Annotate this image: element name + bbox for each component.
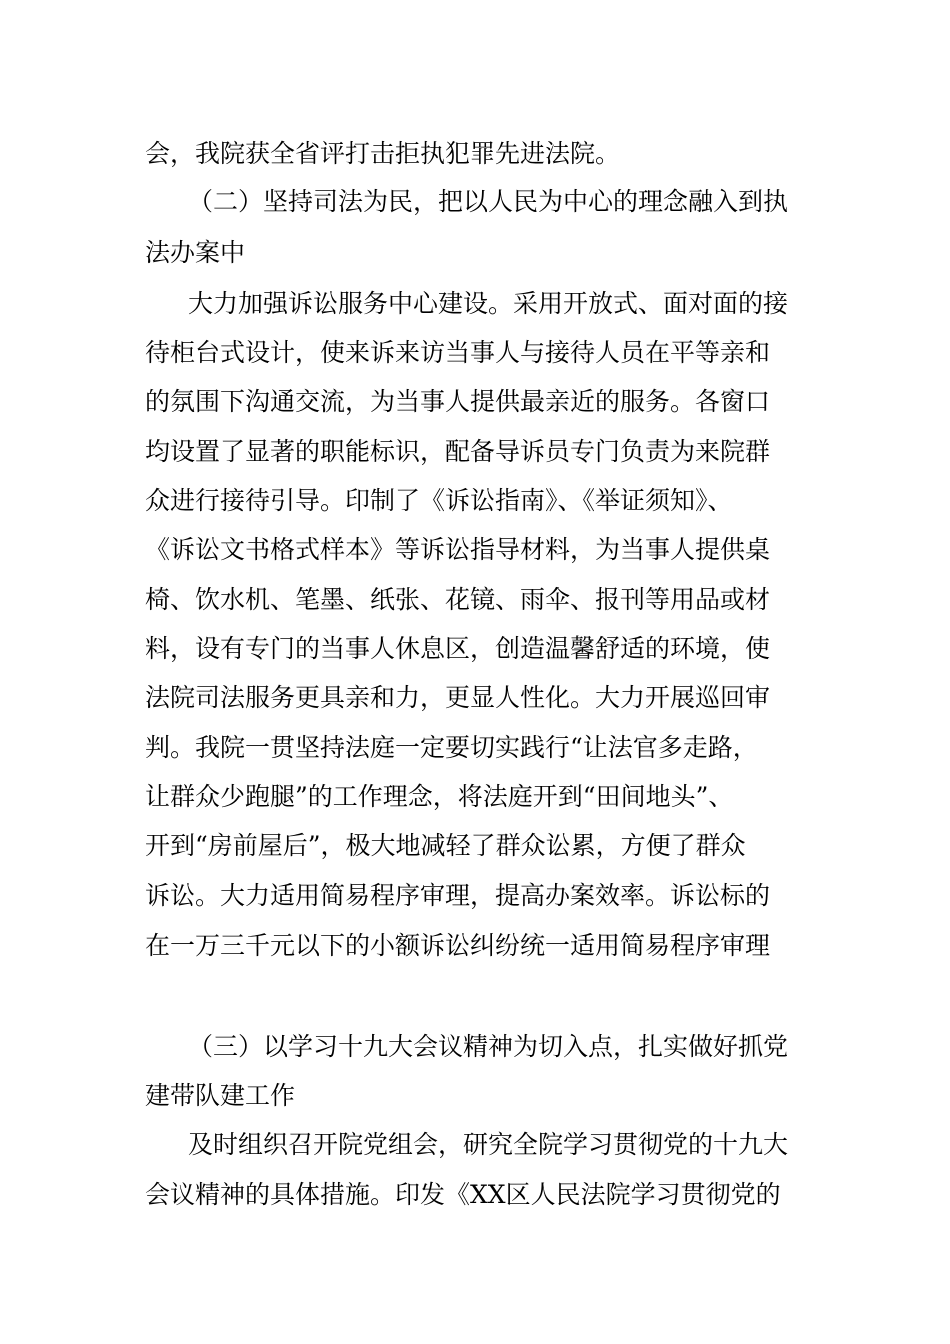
paragraph-line: 均设置了显著的职能标识，配备导诉员专门负责为来院群 — [145, 437, 771, 466]
section-heading-3-continued: 建带队建工作 — [145, 1081, 296, 1110]
paragraph-line: 及时组织召开院党组会，研究全院学习贯彻党的十九大 — [188, 1130, 789, 1159]
paragraph-line: 法院司法服务更具亲和力，更显人性化。大力开展巡回审 — [145, 683, 771, 712]
paragraph-line: 开到“房前屋后”，极大地减轻了群众讼累，方便了群众 — [145, 831, 746, 860]
paragraph-line: 众进行接待引导。印制了《诉讼指南》、《举证须知》、 — [145, 486, 733, 515]
text-line: 会，我院获全省评打击拒执犯罪先进法院。 — [145, 139, 621, 168]
paragraph-line: 大力加强诉讼服务中心建设。采用开放式、面对面的接 — [188, 289, 789, 318]
section-heading-2: （二）坚持司法为民，把以人民为中心的理念融入到执 — [188, 187, 789, 216]
paragraph-line: 的氛围下沟通交流，为当事人提供最亲近的服务。各窗口 — [145, 387, 771, 416]
paragraph-line: 诉讼。大力适用简易程序审理，提高办案效率。诉讼标的 — [145, 881, 771, 910]
paragraph-line: 会议精神的具体措施。印发《XX区人民法院学习贯彻党的 — [145, 1180, 781, 1209]
section-heading-2-continued: 法办案中 — [145, 238, 246, 267]
paragraph-line: 在一万三千元以下的小额诉讼纠纷统一适用简易程序审理 — [145, 931, 771, 960]
paragraph-line: 椅、饮水机、笔墨、纸张、花镜、雨伞、报刊等用品或材 — [145, 585, 771, 614]
paragraph-line: 让群众少跑腿”的工作理念，将法庭开到“田间地头”、 — [145, 782, 734, 811]
paragraph-line: 待柜台式设计，使来诉来访当事人与接待人员在平等亲和 — [145, 338, 771, 367]
paragraph-line: 《诉讼文书格式样本》等诉讼指导材料，为当事人提供桌 — [145, 535, 771, 564]
paragraph-line: 判。我院一贯坚持法庭一定要切实践行“让法官多走路， — [145, 733, 758, 762]
paragraph-line: 料，设有专门的当事人休息区，创造温馨舒适的环境，使 — [145, 634, 771, 663]
section-heading-3: （三）以学习十九大会议精神为切入点，扎实做好抓党 — [188, 1032, 789, 1061]
